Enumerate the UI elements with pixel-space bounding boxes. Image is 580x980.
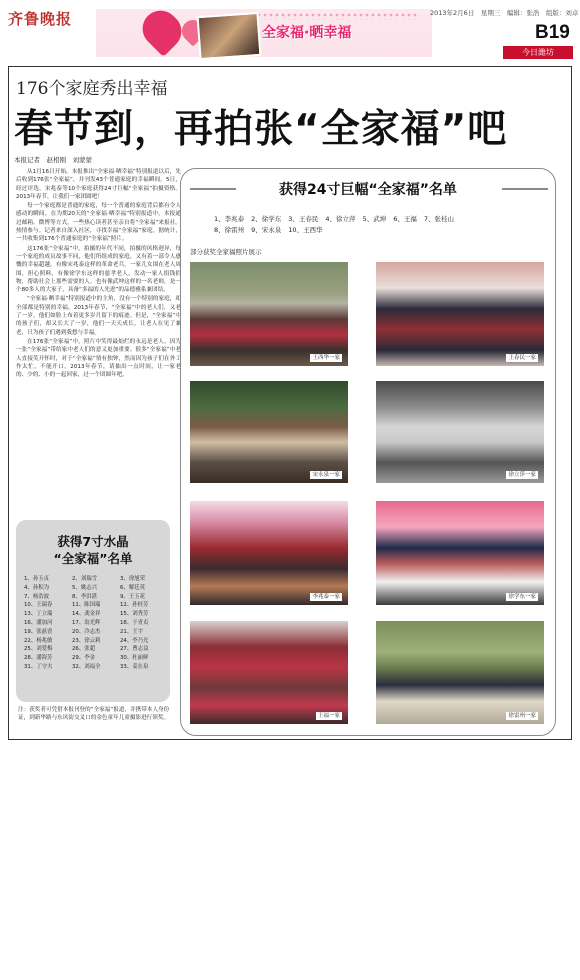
family-photo [190, 381, 348, 483]
prize24-winner-list [214, 214, 544, 236]
winner-name: 6、解廷英 [120, 584, 145, 591]
winner-name: 17、翁光辉 [72, 619, 101, 626]
banner-decoration [250, 12, 420, 20]
winner-row [24, 628, 168, 637]
winner-name: 25、刘爱梅 [24, 646, 53, 653]
article-subheadline: 176个家庭秀出幸福 [16, 79, 168, 99]
winner-name: 3、王春民 [288, 215, 319, 223]
winner-name: 23、徐云莉 [72, 637, 101, 644]
winner-name: 9、宋永泉 [251, 226, 282, 234]
banner-slogan: 全家福·晒幸福 [262, 25, 352, 41]
winner-row [24, 575, 168, 584]
photo-label: 李兆泰一家 [312, 594, 340, 600]
winner-name: 15、刘秀芳 [120, 611, 149, 618]
winner-name: 27、曹志益 [120, 646, 149, 653]
winner-name: 2、徐学东 [251, 215, 282, 223]
article-paragraph: “全家福·晒幸福”特别报道中的主角，没有一个特别的家庭，却全部都是特别的幸福。2013年春节，“全家福”中的老人们，又老了一岁，他们如脸上布着更多岁月留下的痕迹。但是，“全家福”中的孩子们，却又长大了一岁，他们一天天成长，让老人在见了兼老，只为孩子们遇到我想与幸福。 [16, 296, 181, 336]
family-photo [376, 501, 544, 605]
winner-name: 32、刘福全 [72, 663, 101, 670]
winner-name: 5、武坤 [362, 215, 387, 223]
prize24-title: 获得24寸巨幅“全家福”名单 [279, 182, 457, 198]
winner-row [24, 619, 168, 628]
photo-label: 徐学东一家 [508, 594, 536, 600]
winner-name: 10、王瑞春 [24, 602, 53, 609]
photo-label: 宋永泉一家 [312, 472, 340, 478]
winner-name: 3、徐旭荣 [120, 576, 145, 582]
winner-name: 14、龚金祥 [72, 611, 101, 618]
newspaper-logo: 齐鲁晚报 [8, 10, 73, 28]
winner-row [24, 645, 168, 654]
photo-label: 徐雷州一家 [508, 713, 536, 719]
winner-row [24, 637, 168, 646]
winner-name: 18、于青贞 [120, 619, 149, 626]
winner-name: 20、冷志杰 [72, 628, 101, 635]
photo-label: 王福一家 [317, 713, 340, 719]
winner-name: 33、姜在泉 [120, 663, 149, 670]
article-paragraph: 这176张“全家福”中，拍摄的年代不同，拍摄的风格迥异，每一个家庭的成员故事不同，他们所组成的家庭，又有着一部令人感慨的幸福超越。有像宋兆泰这样的革命老兵，一家儿女围在老人周围，担心照料，有像徐学东这样的慈孝老人，发动一家人捐钱捐物，帮助社会上那些需要的人。也有像武坤这样的一名老师，是一个80多人的大家子，具备“多福的人先进”的品德雅系兼团结。 [16, 245, 181, 294]
article-paragraph: 在176张“全家福”中，照片中笑得最灿烂的永远是老人。因为一张“全家福”带给家中老人们的意义更加重要。很多“全家福”中老人直接笑开怀时，对于“全家福”情有独钟，然而因为孩子们在外工作太忙，不能开口，2013年春节，请抽出一点时间，让一家老的、少的、小的一起回家，过一个团圆年吧。 [16, 338, 181, 379]
winner-name: 4、孙积为 [24, 584, 49, 591]
winner-row [24, 654, 168, 663]
winner-row [24, 663, 168, 672]
winner-name: 24、李乃光 [120, 637, 149, 644]
winner-name: 22、杨兆敏 [24, 637, 53, 644]
prize7-winner-list [24, 575, 168, 672]
winner-name: 16、潘加河 [24, 619, 53, 626]
photo-label: 徐立萍一家 [508, 472, 536, 478]
photo-label: 王春民一家 [508, 355, 536, 361]
family-photo [376, 621, 544, 724]
prize7-title: “全家福”名单 [53, 551, 133, 566]
winner-name: 30、杜丽鲜 [120, 655, 149, 662]
photos-caption: 部分获奖全家福照片展示 [190, 248, 262, 256]
winner-row [24, 610, 168, 619]
family-photo [190, 262, 348, 366]
family-photo [376, 381, 544, 483]
article-paragraph: 每一个家庭都是普通的家庭，每一个普通的家庭背后都有令人感动的瞬间。在为期20天的“全家福·晒幸福”特别报道中，本报通过邮箱、微博等方式，一些热心读者甚至亲自将“全家福”来报社。热情参与。记者来自深入社区，寻找幸福“全家福”家庭。据统计，一共收集到176个普通家庭的“全家福”照片。 [16, 203, 181, 243]
banner-family-photo [197, 12, 262, 60]
winner-name: 5、姚志兴 [72, 584, 97, 591]
winner-name: 29、李金 [72, 655, 96, 662]
winner-name: 11、陈国瑞 [72, 602, 101, 609]
winner-name: 10、王西华 [288, 226, 323, 234]
article-paragraph: 从1月16日开始，本报推出“全家福·晒幸福”特别报道以后，先后收到176张“全家福”，并刊发43个普通家庭的幸福瞬间。5日，经过评选，宋兆泰等10个家庭获得24寸巨幅“全家福”拍摄资格。2013年春节，让我们一家团圆吧！ [16, 169, 181, 200]
winner-name: 31、丁守夫 [24, 663, 53, 670]
section-label: 今日潍坊 [503, 46, 573, 59]
article-headline: 春节到，再拍张“全家福”吧 [14, 107, 508, 152]
family-photo [190, 501, 348, 605]
winner-name: 2、刘瑞雪 [72, 576, 97, 582]
winner-name: 1、孙玉贞 [24, 576, 49, 582]
winner-name: 7、杨浩波 [24, 593, 49, 600]
winner-name: 26、张超 [72, 646, 96, 653]
winner-name: 1、李兆泰 [214, 215, 245, 223]
winner-name: 6、王福 [393, 215, 417, 223]
family-photo [376, 262, 544, 366]
winner-name: 9、王玉花 [120, 593, 145, 600]
winner-name: 21、王宇 [120, 628, 144, 635]
winner-row [24, 593, 168, 602]
winner-row [214, 214, 544, 225]
prize7-title: 获得7寸水晶 [57, 534, 129, 549]
article-body [16, 168, 181, 380]
article-byline: 本报记者 赵相刚 刘蒙蒙 [14, 156, 92, 164]
winner-name: 19、张兹香 [24, 628, 53, 635]
winner-name: 28、潘海芳 [24, 655, 53, 662]
winner-name: 4、徐立萍 [325, 215, 356, 223]
winner-name: 7、张桂山 [423, 215, 454, 223]
family-photo [190, 621, 348, 724]
winner-name: 8、徐雷州 [214, 226, 245, 234]
winner-row [24, 601, 168, 610]
photo-label: 王西华一家 [312, 355, 340, 361]
page-number: B19 [535, 22, 570, 43]
winner-row [24, 584, 168, 593]
winner-name: 12、孙桂芳 [120, 602, 149, 609]
dateline: 2013年2月6日 星期三 编辑：张浩 组版：刘卓 [430, 9, 579, 17]
article-footnote: 注：获奖者可凭借本报刊登的“全家福”报道，并携带本人身份证，到新华路与东风街交叉口的金色童年儿童摄影进行领奖。 [18, 707, 170, 722]
winner-name: 8、李洪湛 [72, 593, 97, 600]
winner-name: 13、丁立瑞 [24, 611, 53, 618]
winner-row [214, 225, 544, 236]
